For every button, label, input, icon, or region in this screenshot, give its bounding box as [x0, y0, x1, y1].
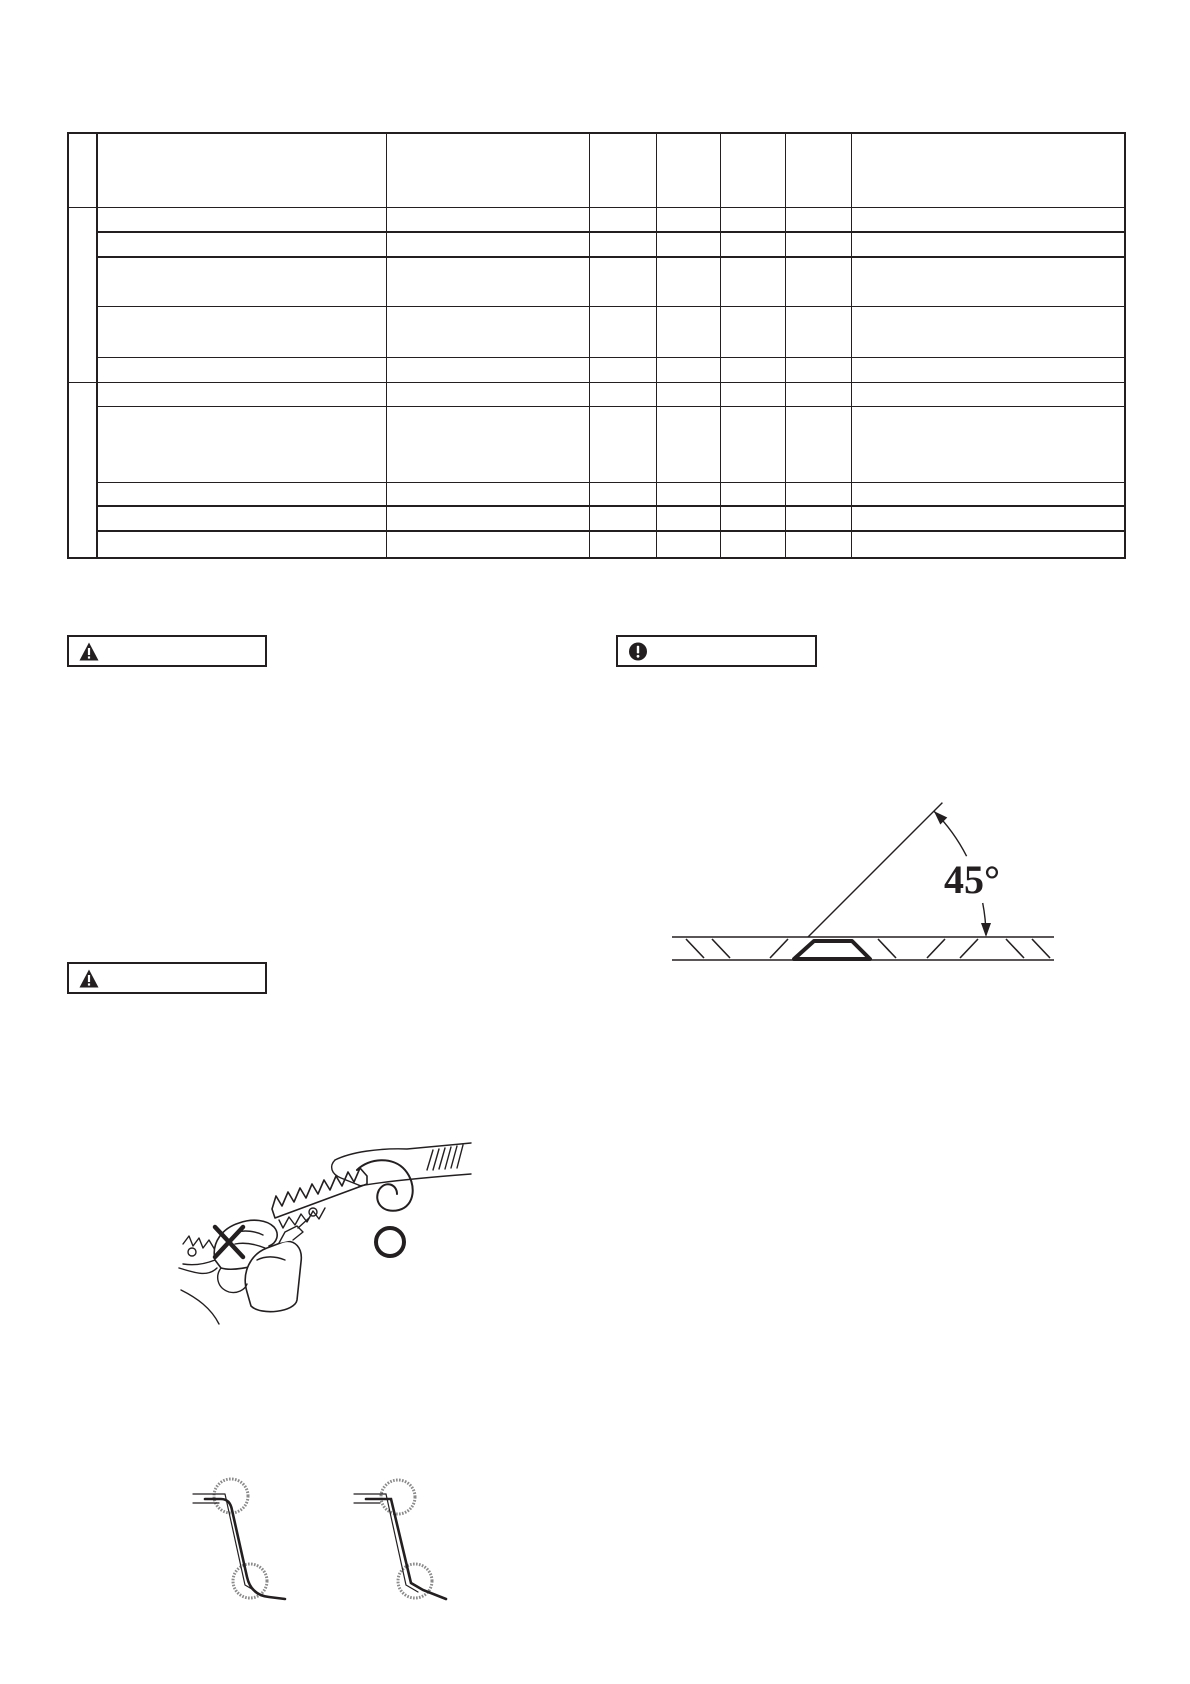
table-cell	[97, 531, 386, 558]
table-cell	[851, 482, 1125, 506]
table-cell	[720, 357, 785, 382]
table-row	[68, 406, 1125, 482]
table-header-cell	[785, 133, 851, 207]
table-group-cell	[68, 382, 97, 558]
table-cell	[720, 406, 785, 482]
table-row	[68, 207, 1125, 232]
table-row	[68, 232, 1125, 257]
table-cell	[785, 406, 851, 482]
table-cell	[720, 382, 785, 406]
table-cell	[589, 382, 656, 406]
table-cell	[851, 406, 1125, 482]
table-cell	[386, 382, 589, 406]
table-cell	[97, 257, 386, 306]
table-cell	[386, 207, 589, 232]
arrowhead-icon	[981, 923, 991, 937]
table-cell	[720, 306, 785, 357]
table-cell	[851, 357, 1125, 382]
warning-label	[67, 635, 267, 667]
table-cell	[851, 306, 1125, 357]
x-mark-icon	[215, 1227, 243, 1257]
table-row	[68, 482, 1125, 506]
table-cell	[589, 257, 656, 306]
table-row	[68, 257, 1125, 306]
arrowhead-icon	[934, 811, 947, 824]
table-cell	[386, 482, 589, 506]
table-cell	[97, 306, 386, 357]
table-cell	[851, 232, 1125, 257]
table-header-cell	[97, 133, 386, 207]
table-cell	[589, 232, 656, 257]
table-cell	[589, 207, 656, 232]
table-cell	[386, 306, 589, 357]
warning-label	[67, 962, 267, 994]
table-cell	[720, 531, 785, 558]
table-cell	[785, 482, 851, 506]
table-cell	[656, 382, 720, 406]
table-cell	[785, 306, 851, 357]
table-cell	[785, 357, 851, 382]
edge-comparison-figure	[185, 1215, 455, 1615]
table-cell	[656, 357, 720, 382]
table-cell	[589, 506, 656, 531]
table-cell	[851, 506, 1125, 531]
table-header-cell	[851, 133, 1125, 207]
table-cell	[386, 531, 589, 558]
table-cell	[386, 357, 589, 382]
table-cell	[589, 306, 656, 357]
table-cell	[656, 506, 720, 531]
table-cell	[386, 232, 589, 257]
table-group-cell	[68, 207, 97, 382]
angle-label: 45°	[944, 857, 1000, 902]
housing-outline	[335, 1143, 471, 1160]
table-header-cell	[720, 133, 785, 207]
table-cell	[785, 506, 851, 531]
table-cell	[656, 406, 720, 482]
table-cell	[656, 232, 720, 257]
table-cell	[720, 506, 785, 531]
table-cell	[97, 232, 386, 257]
cutter-blade	[272, 1168, 367, 1218]
table-cell	[97, 382, 386, 406]
table-row	[68, 382, 1125, 406]
table-cell	[851, 207, 1125, 232]
maintenance-schedule-table	[67, 132, 1126, 559]
table-header-cell	[656, 133, 720, 207]
table-cell	[97, 406, 386, 482]
table-cell	[656, 257, 720, 306]
table-cell	[97, 506, 386, 531]
table-cell	[656, 306, 720, 357]
table-cell	[785, 207, 851, 232]
table-cell	[785, 232, 851, 257]
table-header-cell	[589, 133, 656, 207]
important-label	[616, 635, 817, 667]
table-cell	[656, 207, 720, 232]
warning-triangle-icon	[79, 642, 99, 661]
table-cell	[656, 482, 720, 506]
table-cell	[386, 406, 589, 482]
o-mark-icon	[376, 1228, 404, 1256]
table-cell	[97, 482, 386, 506]
angle-reference-line	[808, 803, 942, 937]
table-cell	[785, 382, 851, 406]
table-cell	[589, 531, 656, 558]
table-cell	[851, 531, 1125, 558]
table-cell	[589, 357, 656, 382]
table-row	[68, 306, 1125, 357]
table-header-cell	[386, 133, 589, 207]
table-header-row	[68, 133, 1125, 207]
table-row	[68, 531, 1125, 558]
table-cell	[97, 207, 386, 232]
blade-angle-figure	[660, 790, 1070, 980]
table-cell	[97, 357, 386, 382]
incorrect-edge-profile	[193, 1479, 285, 1599]
table-cell	[785, 531, 851, 558]
correct-edge-profile	[354, 1480, 446, 1599]
highlight-circle	[233, 1564, 267, 1598]
table-row	[68, 506, 1125, 531]
table-cell	[720, 232, 785, 257]
table-header-cell	[68, 133, 97, 207]
table-cell	[720, 257, 785, 306]
table-row	[68, 357, 1125, 382]
table-cell	[851, 257, 1125, 306]
important-exclamation-circle-icon	[628, 642, 648, 661]
table-cell	[386, 257, 589, 306]
table-cell	[589, 482, 656, 506]
table-cell	[720, 482, 785, 506]
table-cell	[656, 531, 720, 558]
table-cell	[785, 257, 851, 306]
table-cell	[589, 406, 656, 482]
table-cell	[851, 382, 1125, 406]
table-cell	[720, 207, 785, 232]
blade-tooth-section	[794, 941, 870, 959]
housing-vents	[427, 1145, 463, 1170]
table-cell	[386, 506, 589, 531]
warning-triangle-icon	[79, 969, 99, 988]
